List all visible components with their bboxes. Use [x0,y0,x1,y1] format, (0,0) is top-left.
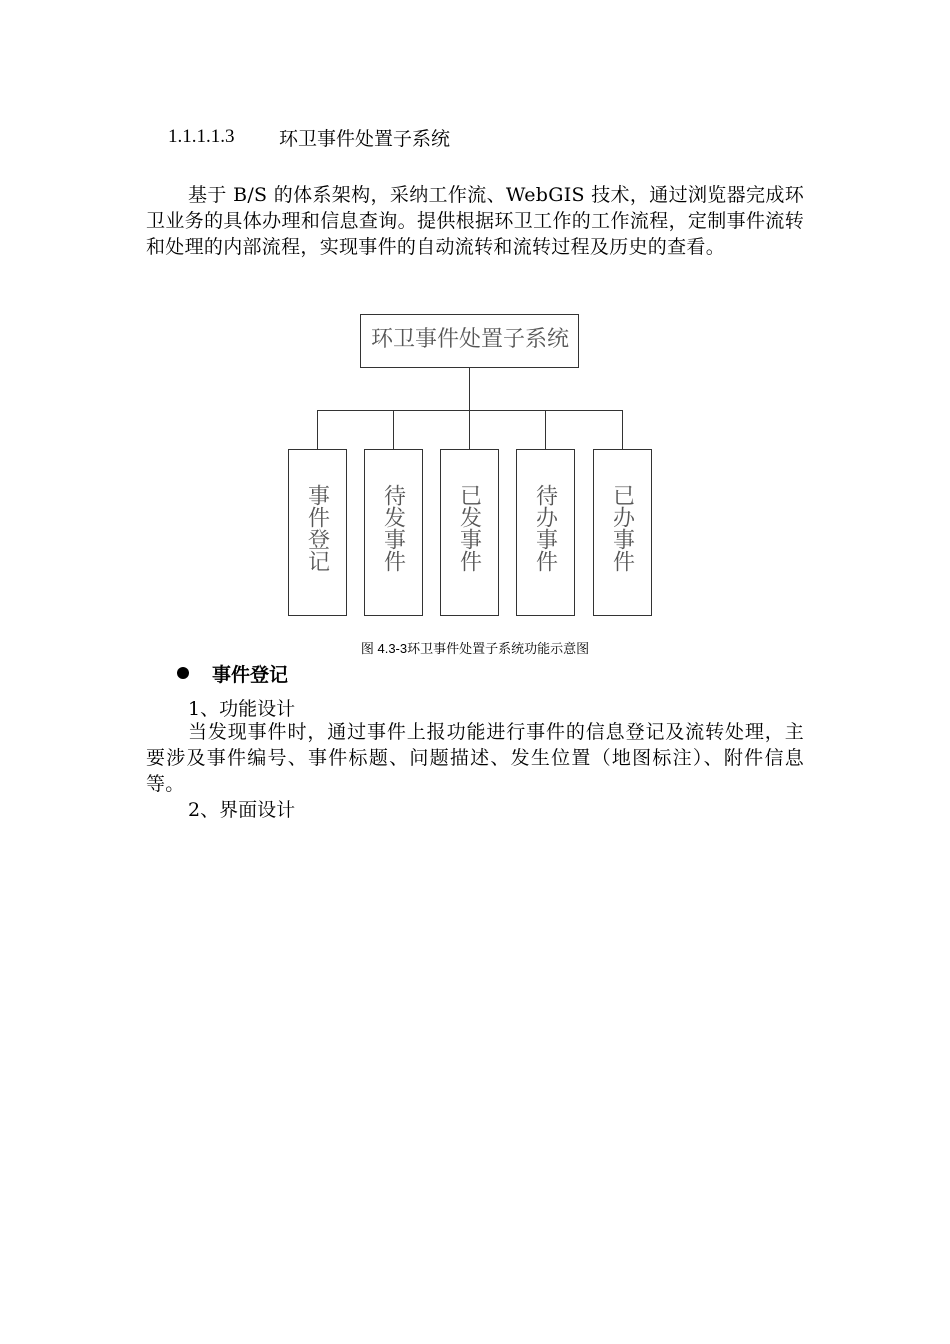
root-node-label: 环卫事件处置子系统 [370,327,569,352]
intro-paragraph: 基于 B/S 的体系架构，采纳工作流、WebGIS 技术，通过浏览器完成环卫业务的具体办理和信息查询。提供根据环卫工作的工作流程，定制事件流转和处理的内部流程，实现事件的自动流转和流转过程及历史的查看。 [146,184,804,258]
bullet-heading: 事件登记 [212,664,289,686]
bullet-icon [177,667,189,679]
section-title: 环卫事件处置子系统 [279,128,451,150]
child-node-label: 已发事件 [456,484,482,572]
child-node-label: 待办事件 [532,484,558,572]
subsection-label: 2、界面设计 [188,799,296,821]
section-number: 1.1.1.1.3 [168,126,235,147]
figure-caption: 图 4.3-3环卫事件处置子系统功能示意图 [360,641,590,656]
child-node-label: 待发事件 [380,484,406,572]
child-node-label: 事件登记 [304,484,330,572]
subsection-label: 1、功能设计 [188,698,296,720]
child-node-label: 已办事件 [609,484,635,572]
subsection-paragraph: 当发现事件时，通过事件上报功能进行事件的信息登记及流转处理，主要涉及事件编号、事件标题、问题描述、发生位置（地图标注）、附件信息等。 [146,721,804,795]
